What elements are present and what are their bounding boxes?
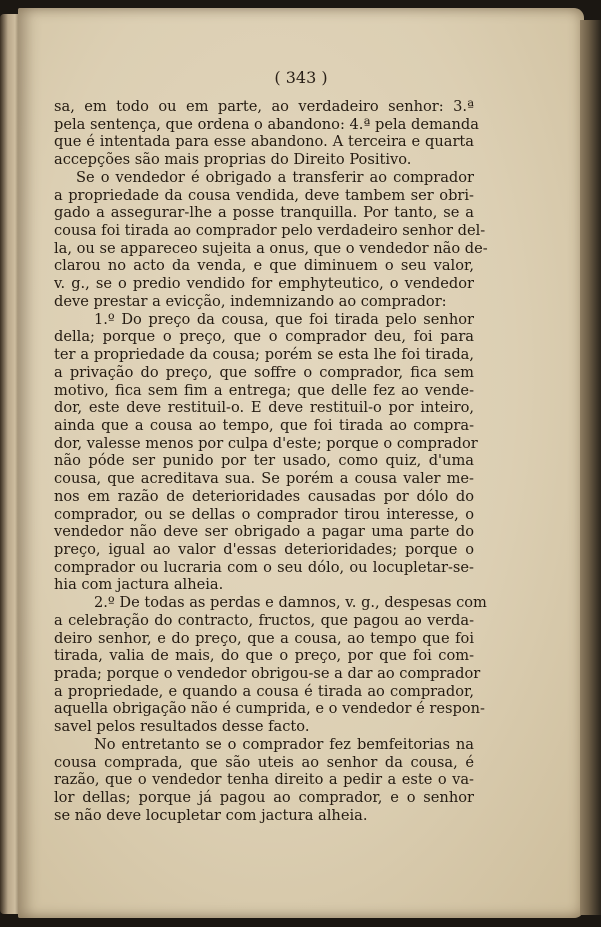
text-line: preço, igual ao valor d'essas deterioridades; porque o (54, 540, 474, 558)
text-line: se não deve locupletar com jactura alheia. (54, 806, 368, 824)
text-line: sa, em todo ou em parte, ao verdadeiro senhor: 3.ª (54, 98, 474, 115)
text-line: a propriedade, e quando a cousa é tirada ao comprador, (54, 682, 474, 700)
text-line: prada; porque o vendedor obrigou-se a dar ao comprador (54, 665, 481, 682)
right-page-edge (580, 20, 601, 915)
text-line: pela sentença, que ordena o abandono: 4.ª pela demanda (54, 115, 479, 133)
text-line: No entretanto se o comprador fez bemfeitorias na (94, 735, 474, 753)
text-line: tirada, valia de mais, do que o preço, por que foi com- (54, 647, 474, 665)
text-line: 2.º De todas as perdas e damnos, v. g., despesas com (94, 594, 487, 612)
text-line: a privação do preço, que soffre o comprador, fica sem (54, 363, 474, 381)
text-line: razão, que o vendedor tenha direito a pedir a este o va- (54, 771, 474, 789)
text-line: dor, este deve restituil-o. E deve restituil-o por inteiro, (54, 399, 474, 417)
left-page-edge (0, 14, 20, 914)
text-line: lor dellas; porque já pagou ao comprador, e o senhor (54, 789, 474, 807)
text-line: a celebração do contracto, fructos, que pagou ao verda- (54, 611, 474, 629)
text-line: ter a propriedade da cousa; porém se esta lhe foi tirada, (54, 346, 474, 364)
text-line: cousa, que acreditava sua. Se porém a cousa valer me- (54, 470, 474, 488)
text-line: v. g., se o predio vendido for emphyteutico, o vendedor (54, 275, 474, 293)
text-line: gado a assegurar-lhe a posse tranquilla. Por tanto, se a (54, 204, 474, 222)
text-line: não póde ser punido por ter usado, como quiz, d'uma (54, 452, 474, 470)
page-number: ( 343 ) (274, 68, 328, 87)
text-line: savel pelos resultados desse facto. (54, 718, 310, 736)
text-line: hia com jactura alheia. (54, 576, 224, 594)
text-line: 1.º Do preço da cousa, que foi tirada pelo senhor (94, 310, 474, 328)
text-line: deiro senhor, e do preço, que a cousa, ao tempo que foi (54, 629, 474, 647)
body-text (54, 98, 488, 824)
text-line: comprador, ou se dellas o comprador tirou interesse, o (54, 505, 474, 523)
text-line: que é intentada para esse abandono. A terceira e quarta (54, 133, 474, 151)
text-line: Se o vendedor é obrigado a transferir ao comprador (76, 168, 474, 186)
text-line: dor, valesse menos por culpa d'este; porque o comprador (54, 434, 478, 452)
text-line: nos em razão de deterioridades causadas por dólo do (54, 487, 474, 505)
text-line: comprador ou lucraria com o seu dólo, ou locupletar-se- (54, 558, 474, 576)
text-line: motivo, fica sem fim a entrega; que delle fez ao vende- (54, 381, 474, 399)
text-line: della; porque o preço, que o comprador deu, foi para (54, 328, 474, 346)
text-line: deve prestar a evicção, indemnizando ao comprador: (54, 292, 447, 310)
text-line: ainda que a cousa ao tempo, que foi tirada ao compra- (54, 416, 474, 434)
text-line: cousa comprada, que são uteis ao senhor da cousa, é (54, 753, 474, 771)
text-line: clarou no acto da venda, e que diminuem o seu valor, (54, 257, 474, 275)
text-line: accepções são mais proprias do Direito Positivo. (54, 151, 412, 169)
text-line: cousa foi tirada ao comprador pelo verdadeiro senhor del- (54, 222, 486, 240)
text-line: aquella obrigação não é cumprida, e o vendedor é respon- (54, 700, 485, 718)
text-line: vendedor não deve ser obrigado a pagar uma parte do (54, 523, 474, 541)
text-line: a propriedade da cousa vendida, deve tambem ser obri- (54, 186, 474, 204)
text-line: la, ou se appareceo sujeita a onus, que o vendedor não de- (54, 239, 488, 257)
